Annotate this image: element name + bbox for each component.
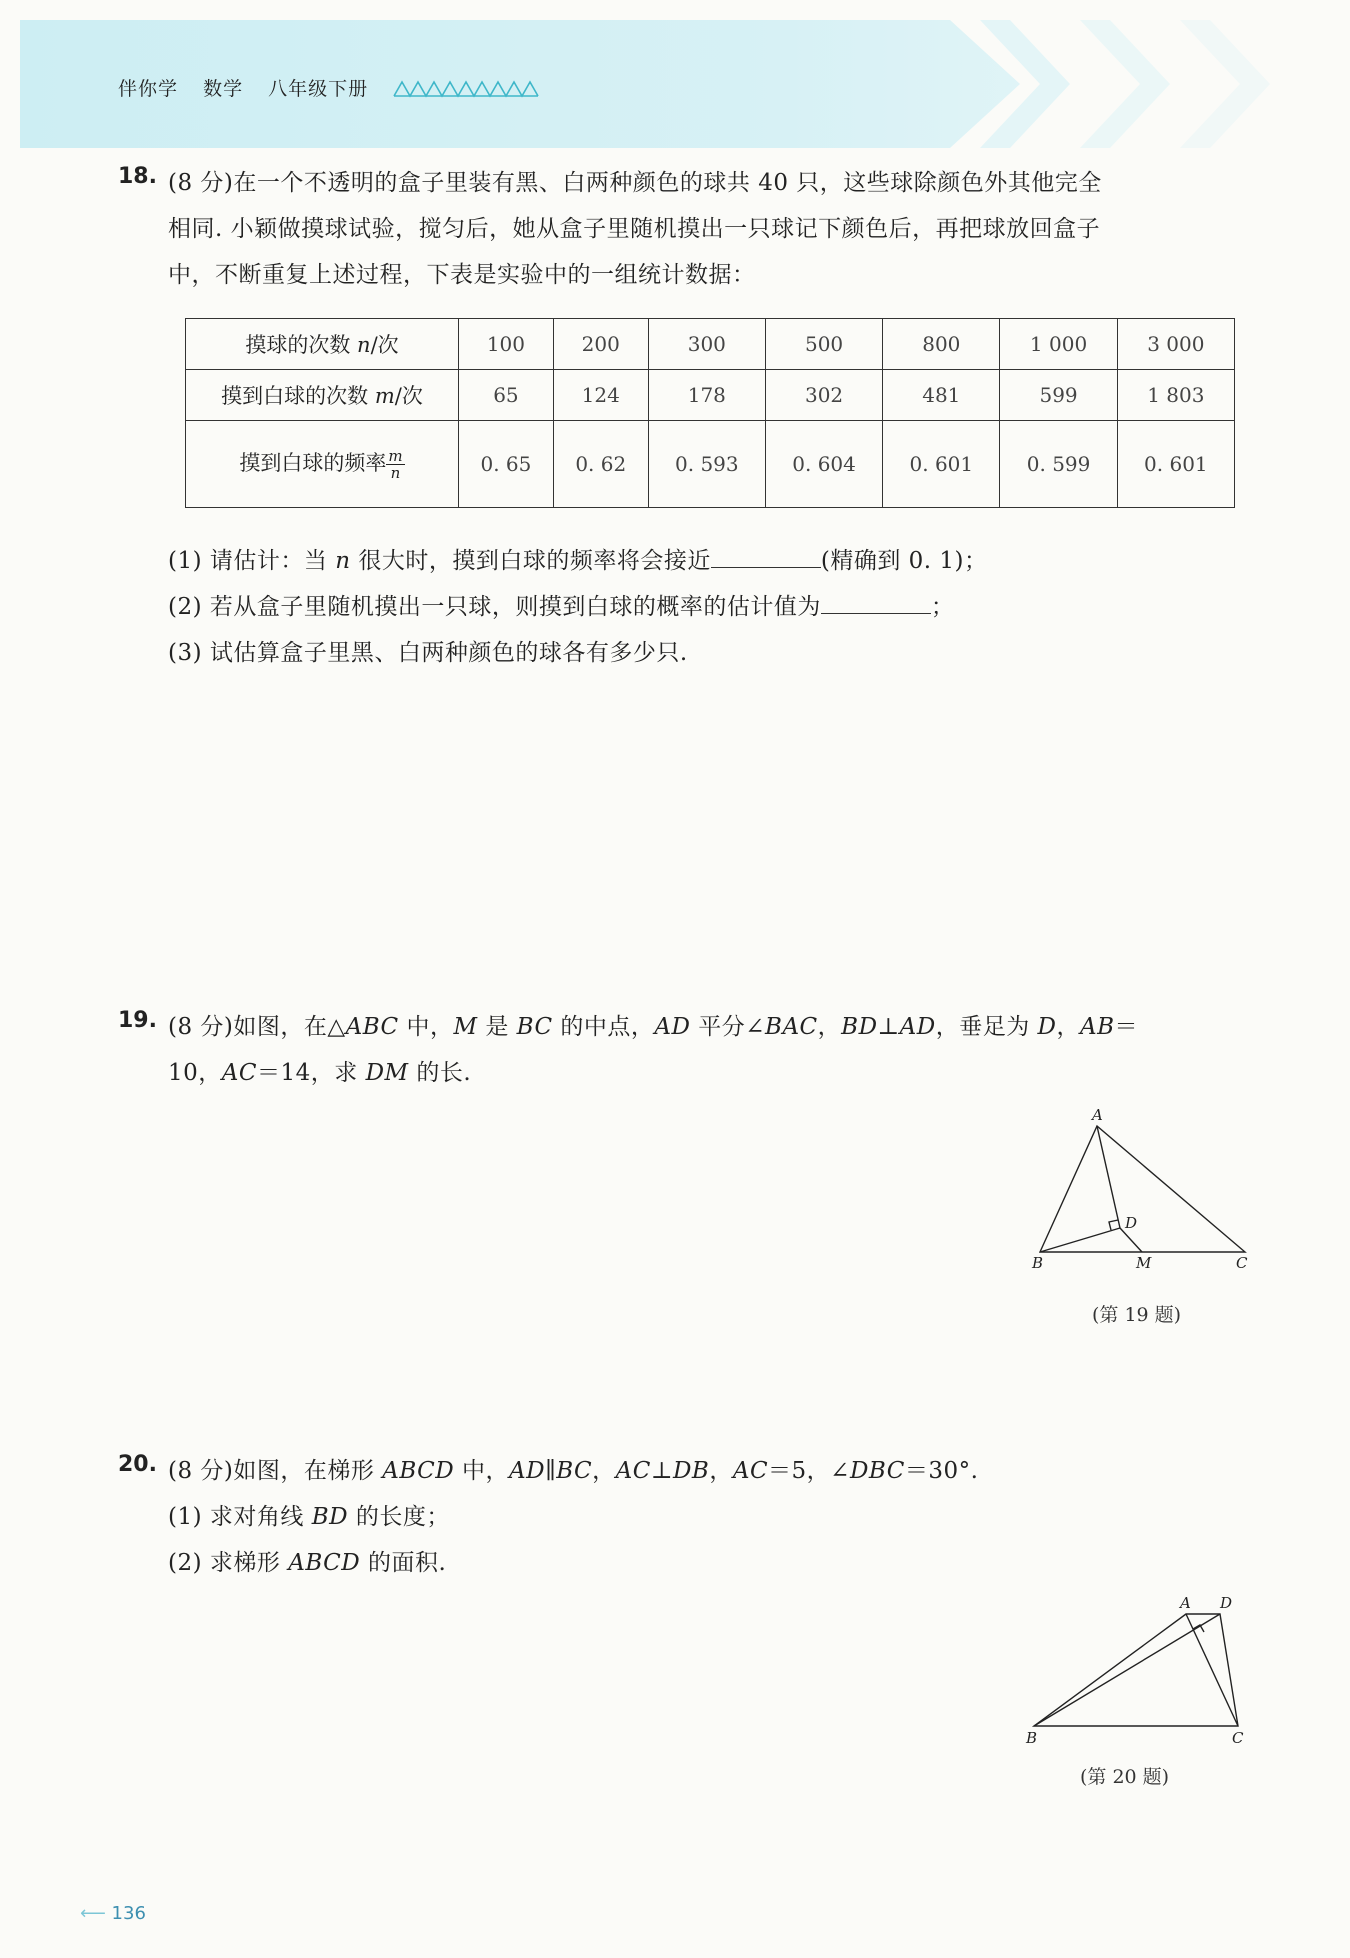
table-cell: 0. 65 — [459, 421, 554, 508]
table-cell: 0. 604 — [765, 421, 882, 508]
point-label-m: M — [1136, 1254, 1152, 1270]
grade-name: 八年级下册 — [268, 78, 369, 100]
header-chevron-decoration — [1080, 20, 1170, 148]
page-number-text: 136 — [111, 1903, 146, 1924]
table-cell: 481 — [883, 370, 1000, 421]
question-number: 18. — [118, 164, 157, 189]
diagonal-bd — [1034, 1614, 1220, 1726]
q18-stem-line: 中，不断重复上述过程，下表是实验中的一组统计数据： — [168, 262, 756, 288]
q18-stem-line: (8 分)在一个不透明的盒子里装有黑、白两种颜色的球共 40 只，这些球除颜色外其他完全 — [168, 170, 1102, 196]
q19-triangle-figure — [1030, 1100, 1250, 1270]
table-row — [186, 421, 1235, 508]
point-label-a: A — [1092, 1106, 1103, 1124]
point-label-a: A — [1180, 1594, 1191, 1612]
table-cell: 3 000 — [1117, 319, 1234, 370]
q20-trapezoid-figure — [1020, 1588, 1260, 1748]
table-cell: 1 000 — [1000, 319, 1117, 370]
q18-stem-line: 相同. 小颖做摸球试验，搅匀后，她从盒子里随机摸出一只球记下颜色后，再把球放回盒子 — [168, 216, 1101, 242]
table-header-cell: 摸到白球的频率 $\frac{m}{n}$ — [186, 421, 459, 508]
table-cell: 599 — [1000, 370, 1117, 421]
book-header — [118, 74, 386, 101]
figure-caption: (第 19 题) — [1092, 1304, 1182, 1326]
table-cell: 800 — [883, 319, 1000, 370]
question-number: 19. — [118, 1008, 157, 1033]
q20-subquestion-2: (2) 求梯形 ABCD 的面积. — [168, 1550, 447, 1576]
figure-caption: (第 20 题) — [1080, 1766, 1170, 1788]
table-cell: 0. 601 — [883, 421, 1000, 508]
table-row — [186, 370, 1235, 421]
table-cell: 300 — [648, 319, 765, 370]
arrow-icon: ⟵ — [80, 1903, 106, 1924]
table-cell: 65 — [459, 370, 554, 421]
answer-blank[interactable] — [821, 595, 931, 614]
q20-stem-line: (8 分)如图，在梯形 ABCD 中，AD∥BC，AC⊥DB，AC＝5，∠DBC＝30°. — [168, 1458, 979, 1484]
question-number: 20. — [118, 1452, 157, 1477]
q18-subquestion-1: (1) 请估计：当 n 很大时，摸到白球的频率将会接近 (精确到 0. 1)； — [168, 548, 988, 574]
table-cell: 0. 62 — [553, 421, 648, 508]
trapezoid-abcd — [1034, 1614, 1238, 1726]
q20-subquestion-1: (1) 求对角线 BD 的长度； — [168, 1504, 450, 1530]
point-label-d: D — [1125, 1214, 1138, 1232]
table-cell: 0. 599 — [1000, 421, 1117, 508]
diagonal-ac — [1186, 1614, 1238, 1726]
brand-name: 伴你学 — [118, 78, 179, 100]
table-row — [186, 319, 1235, 370]
q19-stem-line: 10，AC＝14，求 DM 的长. — [168, 1060, 472, 1086]
triangle-abc — [1040, 1126, 1245, 1252]
table-cell: 0. 593 — [648, 421, 765, 508]
point-label-b: B — [1026, 1729, 1038, 1747]
header-chevron-decoration — [1180, 20, 1270, 148]
point-label-c: C — [1236, 1254, 1248, 1270]
segment-bd — [1040, 1228, 1120, 1252]
table-cell: 1 803 — [1117, 370, 1234, 421]
q18-subquestion-3: (3) 试估算盒子里黑、白两种颜色的球各有多少只. — [168, 640, 688, 666]
triangle-pattern-icon — [392, 78, 542, 100]
q18-subquestion-2: (2) 若从盒子里随机摸出一只球，则摸到白球的概率的估计值为 ； — [168, 594, 955, 620]
table-cell: 124 — [553, 370, 648, 421]
table-cell: 302 — [765, 370, 882, 421]
fraction-m-over-n: $\frac{m}{n}$ — [388, 447, 403, 482]
subject-name: 数学 — [203, 78, 244, 100]
table-cell: 200 — [553, 319, 648, 370]
answer-blank[interactable] — [711, 549, 821, 568]
right-angle-mark — [1193, 1625, 1204, 1632]
q18-statistics-table — [185, 318, 1235, 508]
table-header-cell: 摸到白球的次数 m/次 — [186, 370, 459, 421]
point-label-d: D — [1220, 1594, 1233, 1612]
table-cell: 0. 601 — [1117, 421, 1234, 508]
table-cell: 178 — [648, 370, 765, 421]
point-label-c: C — [1232, 1729, 1244, 1747]
page-number — [80, 1903, 146, 1924]
point-label-b: B — [1032, 1254, 1044, 1270]
table-header-cell: 摸球的次数 n/次 — [186, 319, 459, 370]
segment-ad — [1097, 1126, 1120, 1228]
q19-stem-line: (8 分)如图，在△ABC 中，M 是 BC 的中点，AD 平分∠BAC，BD⊥AD，垂足为 D，AB＝ — [168, 1014, 1138, 1040]
table-cell: 500 — [765, 319, 882, 370]
table-cell: 100 — [459, 319, 554, 370]
